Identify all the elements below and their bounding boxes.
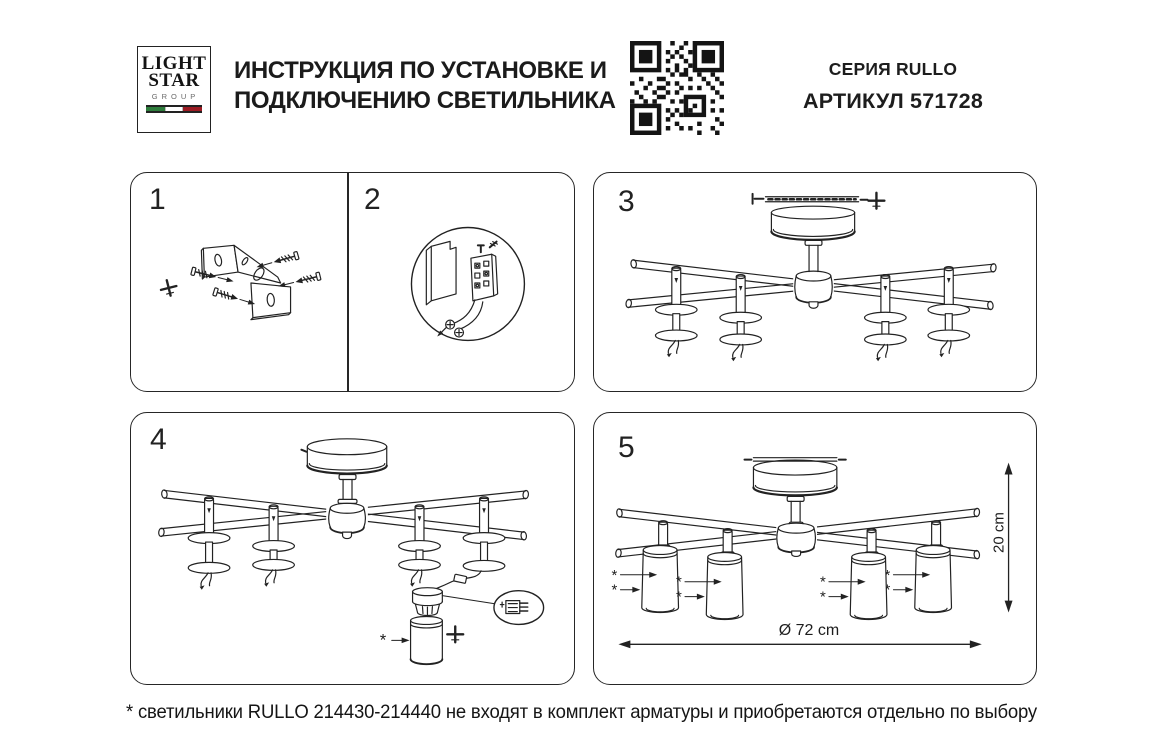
width-dimension-arrow (618, 640, 981, 648)
page-title (234, 56, 616, 116)
central-hub-drawing (326, 503, 368, 538)
canopy-drawing (771, 206, 854, 272)
step-4-number: 4 (150, 423, 167, 456)
series-label: СЕРИЯ RULLO (828, 59, 958, 79)
logo-group: GROUP (151, 92, 200, 101)
shade-optional-marker (380, 630, 410, 649)
central-hub-drawing (776, 523, 817, 556)
svg-text:*: * (676, 574, 682, 591)
illustration-step-5 (594, 413, 1036, 684)
title-line-1: ИНСТРУКЦИЯ ПО УСТАНОВКЕ И (234, 57, 607, 84)
logo-star: STAR (148, 70, 200, 91)
phillips-screwdriver-icon (869, 193, 885, 209)
step-2-number: 2 (364, 183, 381, 216)
panel-step-5 (593, 412, 1037, 685)
svg-text:*: * (611, 567, 618, 584)
svg-text:*: * (611, 582, 618, 599)
connector-detail-bubble (442, 591, 543, 625)
illustration-steps-1-2 (131, 173, 574, 391)
step-3-number: 3 (618, 185, 635, 218)
step-5-number: 5 (618, 431, 635, 464)
panel-step-4 (130, 412, 575, 685)
title-line-2: ПОДКЛЮЧЕНИЮ СВЕТИЛЬНИКА (234, 87, 616, 114)
lamp-holder-post (253, 505, 295, 587)
lamp-holder-post (188, 497, 230, 590)
svg-text:*: * (379, 630, 387, 650)
phillips-screwdriver-icon (159, 278, 178, 297)
shade-with-markers (612, 521, 679, 613)
qr-code-icon (630, 40, 724, 136)
step-1-number: 1 (149, 183, 166, 216)
width-dimension-label: Ø 72 cm (778, 622, 840, 639)
product-info (793, 59, 993, 114)
ceiling-mount-bar (753, 194, 868, 204)
illustration-step-4 (131, 413, 574, 684)
panel-step-3 (593, 172, 1037, 392)
mounting-bracket-drawing (201, 245, 290, 319)
article-label: АРТИКУЛ 571728 (803, 89, 983, 113)
cylinder-shade-drawing (411, 616, 443, 664)
illustration-step-3 (594, 173, 1036, 391)
italy-flag-icon (146, 105, 202, 113)
footnote: * светильники RULLO 214430-214440 не входят в комплект арматуры и приобретаются отдельно по выбору (126, 701, 1037, 723)
lamp-socket-assembly (413, 571, 481, 616)
panel-steps-1-2 (130, 172, 575, 392)
phillips-screwdriver-icon (447, 626, 463, 642)
lightstar-logo (137, 46, 211, 133)
logo-light: LIGHT (141, 53, 207, 74)
canopy-drawing (745, 458, 846, 526)
height-dimension-label: 20 cm (990, 512, 1008, 553)
central-hub-drawing (793, 271, 834, 308)
canopy-drawing (301, 439, 386, 504)
wiring-detail-circle (411, 228, 524, 341)
lamp-holder-post (655, 267, 697, 358)
svg-text:*: * (676, 589, 682, 606)
lamp-holder-post (463, 497, 505, 571)
